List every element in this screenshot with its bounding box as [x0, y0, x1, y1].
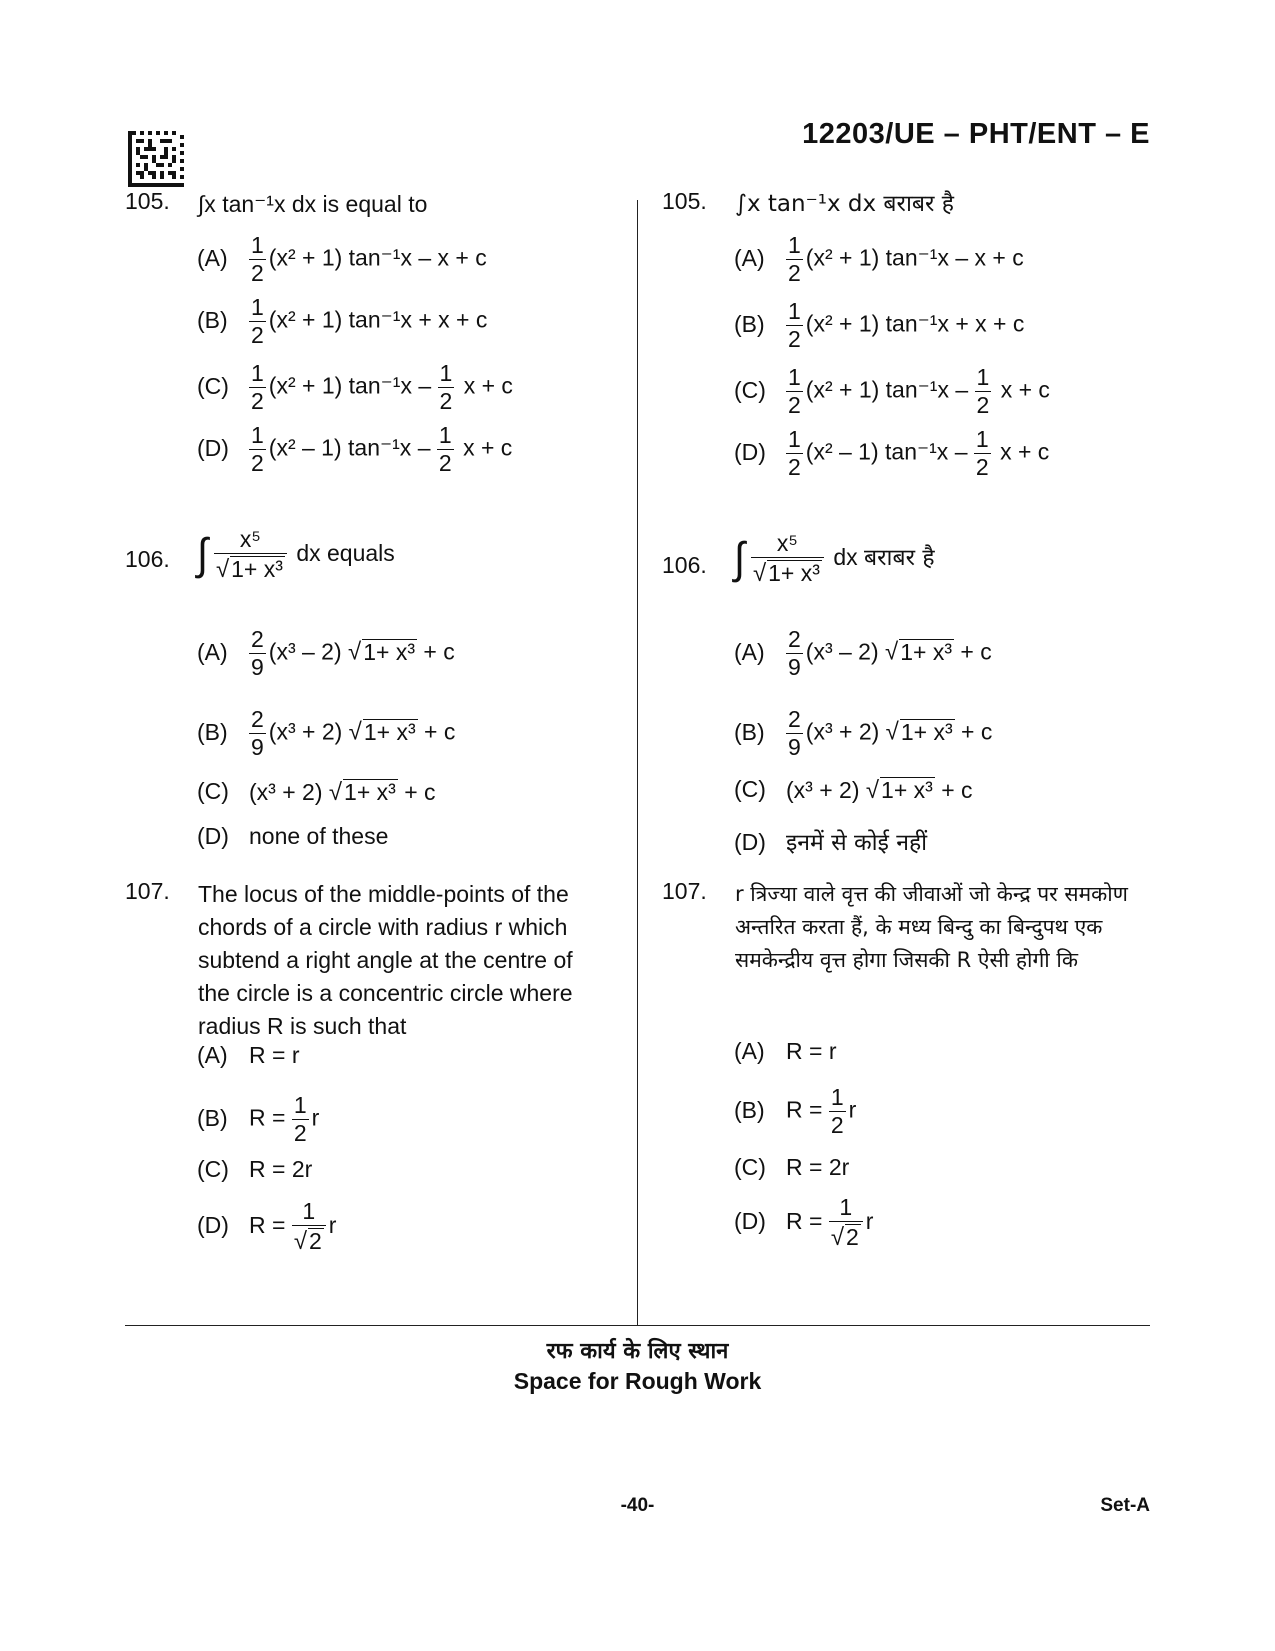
question-number: 105. — [662, 188, 707, 214]
option-label: (A) — [734, 244, 765, 271]
option-c — [734, 1154, 849, 1181]
option-text: none of these — [249, 823, 389, 849]
option-tail: + c — [423, 638, 455, 665]
option-label: (C) — [734, 1154, 766, 1180]
option-label: (A) — [197, 638, 228, 665]
option-d — [197, 1200, 336, 1254]
option-text: इनमें से कोई नहीं — [786, 830, 928, 856]
option-expression: (x² + 1) tan⁻¹x + x + c — [805, 310, 1025, 337]
option-c — [197, 362, 513, 413]
option-expression: (x³ + 2) — [805, 718, 880, 745]
question-number: 107. — [125, 878, 170, 904]
option-label: (D) — [197, 823, 229, 849]
fraction: $\frac{1}{2}$ — [251, 294, 264, 348]
radicand: 1+ x³ — [881, 776, 933, 803]
option-suffix: r — [311, 1104, 320, 1131]
rough-work-divider — [125, 1325, 1150, 1326]
radicand: 1+ x³ — [900, 718, 953, 745]
option-tail: + c — [404, 778, 436, 805]
radicand: 1+ x³ — [363, 718, 416, 745]
option-label: (C) — [197, 778, 229, 804]
option-c: (C) (x³ + 2) √1+ x³ + c — [197, 778, 436, 806]
set-label: Set-A — [1100, 1495, 1150, 1516]
question-number: 106. — [125, 546, 170, 572]
option-label: (C) — [197, 1156, 229, 1182]
fraction: $\frac{2}{9}$ — [788, 626, 801, 680]
option-suffix: r — [848, 1096, 857, 1123]
option-d — [197, 823, 388, 850]
option-expression: (x³ – 2) — [805, 638, 879, 665]
fraction: $\frac{2}{9}$ — [251, 626, 264, 680]
fraction: $\frac{1}{2}$ — [976, 364, 990, 418]
option-a: (A) $\frac{2}{9}$ (x³ – 2) √1+ x³ + c — [734, 626, 992, 680]
option-label: (C) — [734, 376, 766, 403]
option-label: (D) — [197, 1212, 229, 1239]
option-prefix: R = — [249, 1212, 286, 1239]
option-expression: (x² + 1) tan⁻¹x – — [268, 372, 432, 399]
option-tail: + c — [960, 638, 992, 665]
option-label: (A) — [734, 1038, 765, 1064]
fraction: $\frac{1}{2}$ — [251, 360, 264, 414]
integral-sign: ∫ — [734, 534, 745, 583]
option-label: (A) — [197, 1042, 228, 1068]
fraction: $\frac{1}{2}$ — [788, 232, 801, 286]
option-label: (A) — [734, 638, 765, 665]
option-expression: (x² – 1) tan⁻¹x – — [268, 434, 431, 461]
option-tail: + c — [941, 776, 973, 803]
option-label: (B) — [197, 1104, 228, 1131]
option-c — [197, 1156, 312, 1183]
option-prefix: R = — [786, 1096, 823, 1123]
option-suffix: r — [328, 1212, 337, 1239]
hindi-column — [662, 0, 1167, 1325]
option-label: (A) — [197, 244, 228, 271]
option-label: (B) — [734, 1096, 765, 1123]
option-c: (C) (x³ + 2) √1+ x³ + c — [734, 776, 973, 804]
option-tail: x + c — [1000, 376, 1050, 403]
option-label: (D) — [734, 1208, 766, 1235]
question-suffix: equals — [327, 540, 395, 567]
option-prefix: R = — [786, 1208, 823, 1235]
option-expression: (x³ + 2) — [786, 776, 860, 803]
column-divider — [637, 200, 638, 1325]
dx-text: dx — [296, 540, 321, 567]
option-b — [734, 300, 1024, 351]
option-tail: + c — [961, 718, 993, 745]
question-stem: ∫x tan⁻¹x dx is equal to — [198, 191, 428, 217]
integral-sign: ∫ — [197, 530, 208, 579]
option-expression: (x³ + 2) — [249, 778, 323, 805]
option-label: (B) — [734, 310, 765, 337]
question-number: 105. — [125, 188, 170, 214]
option-d — [734, 1196, 873, 1250]
paper-code: 12203/UE – PHT/ENT – E — [802, 118, 1150, 150]
fraction: $\frac{\text{x⁵}}{\text{√1+ x³}}$ — [751, 532, 824, 586]
option-suffix: r — [865, 1208, 874, 1235]
fraction: $\frac{1}{2}$ — [251, 422, 264, 476]
option-text: R = r — [249, 1042, 300, 1068]
option-tail: x + c — [1000, 438, 1050, 465]
option-tail: + c — [424, 718, 456, 745]
option-label: (D) — [197, 434, 229, 461]
option-tail: x + c — [463, 372, 513, 399]
option-expression: (x² + 1) tan⁻¹x – — [805, 376, 969, 403]
option-label: (B) — [734, 718, 765, 745]
fraction: $\frac{\text{x⁵}}{\text{√1+ x³}}$ — [214, 528, 287, 582]
option-prefix: R = — [249, 1104, 286, 1131]
question-number: 106. — [662, 552, 707, 578]
option-expression: (x³ + 2) — [268, 718, 343, 745]
option-label: (D) — [734, 829, 766, 855]
option-b: (B) $\frac{2}{9}$ (x³ + 2) √1+ x³ + c — [734, 706, 993, 760]
option-d — [197, 424, 512, 475]
option-b — [197, 1094, 319, 1145]
option-label: (C) — [197, 372, 229, 399]
fraction: $\frac{1}{2}$ — [438, 422, 452, 476]
option-a — [197, 1042, 299, 1069]
option-label: (C) — [734, 776, 766, 802]
question-number: 107. — [662, 878, 707, 904]
english-column — [125, 0, 630, 1325]
option-expression: (x³ – 2) — [268, 638, 342, 665]
fraction: $\frac{2}{9}$ — [788, 706, 801, 760]
option-b — [197, 296, 487, 347]
option-a — [734, 1038, 836, 1065]
option-a: (A) $\frac{2}{9}$ (x³ – 2) √1+ x³ + c — [197, 626, 455, 680]
dx-text: dx — [833, 544, 858, 571]
page-number: -40- — [620, 1495, 655, 1516]
question-stem: The locus of the middle-points of the chords of a circle with radius r which subtend a right angle at the centre of the circle is a concentric circle where radius R is such that — [198, 881, 573, 1039]
radicand: 1+ x³ — [363, 638, 415, 665]
fraction: $\frac{1}{2}$ — [251, 232, 264, 286]
option-a — [734, 234, 1024, 285]
fraction: $\frac{1}{√2}$ — [292, 1200, 326, 1254]
fraction: $\frac{1}{2}$ — [439, 360, 453, 414]
question-stem: ∫x tan⁻¹x dx बराबर है — [735, 191, 954, 217]
option-d — [734, 428, 1049, 479]
option-expression: (x² – 1) tan⁻¹x – — [805, 438, 968, 465]
option-expression: (x² + 1) tan⁻¹x – x + c — [805, 244, 1024, 271]
option-text: R = 2r — [249, 1156, 313, 1182]
option-c — [734, 366, 1050, 417]
radicand: 1+ x³ — [900, 638, 952, 665]
option-text: R = 2r — [786, 1154, 850, 1180]
option-text: R = r — [786, 1038, 837, 1064]
option-expression: (x² + 1) tan⁻¹x – x + c — [268, 244, 487, 271]
fraction: $\frac{1}{2}$ — [293, 1092, 307, 1146]
fraction: $\frac{1}{2}$ — [788, 364, 801, 418]
option-tail: x + c — [463, 434, 513, 461]
option-d — [734, 825, 927, 857]
option-expression: (x² + 1) tan⁻¹x + x + c — [268, 306, 488, 333]
option-label: (D) — [734, 438, 766, 465]
option-b: (B) $\frac{2}{9}$ (x³ + 2) √1+ x³ + c — [197, 706, 456, 760]
question-stem: r त्रिज्या वाले वृत्त की जीवाओं जो केन्द्र पर समकोण अन्तरित करता हैं, के मध्य बिन्दु का बिन्दुपथ एक समकेन्द्रीय वृत्त होगा जिसकी R ऐसी होगी कि — [735, 882, 1128, 972]
fraction: $\frac{1}{2}$ — [975, 426, 989, 480]
fraction: $\frac{1}{2}$ — [830, 1084, 844, 1138]
rough-work-hindi: रफ कार्य के लिए स्थान — [546, 1339, 729, 1364]
option-label: (B) — [197, 306, 228, 333]
fraction: $\frac{1}{√2}$ — [829, 1196, 863, 1250]
rough-work-english: Space for Rough Work — [513, 1368, 762, 1394]
option-a — [197, 234, 487, 285]
fraction: $\frac{1}{2}$ — [788, 426, 801, 480]
question-suffix: बराबर है — [864, 545, 935, 572]
radicand: 1+ x³ — [344, 778, 396, 805]
option-label: (B) — [197, 718, 228, 745]
option-b — [734, 1086, 856, 1137]
fraction: $\frac{2}{9}$ — [251, 706, 264, 760]
fraction: $\frac{1}{2}$ — [788, 298, 801, 352]
